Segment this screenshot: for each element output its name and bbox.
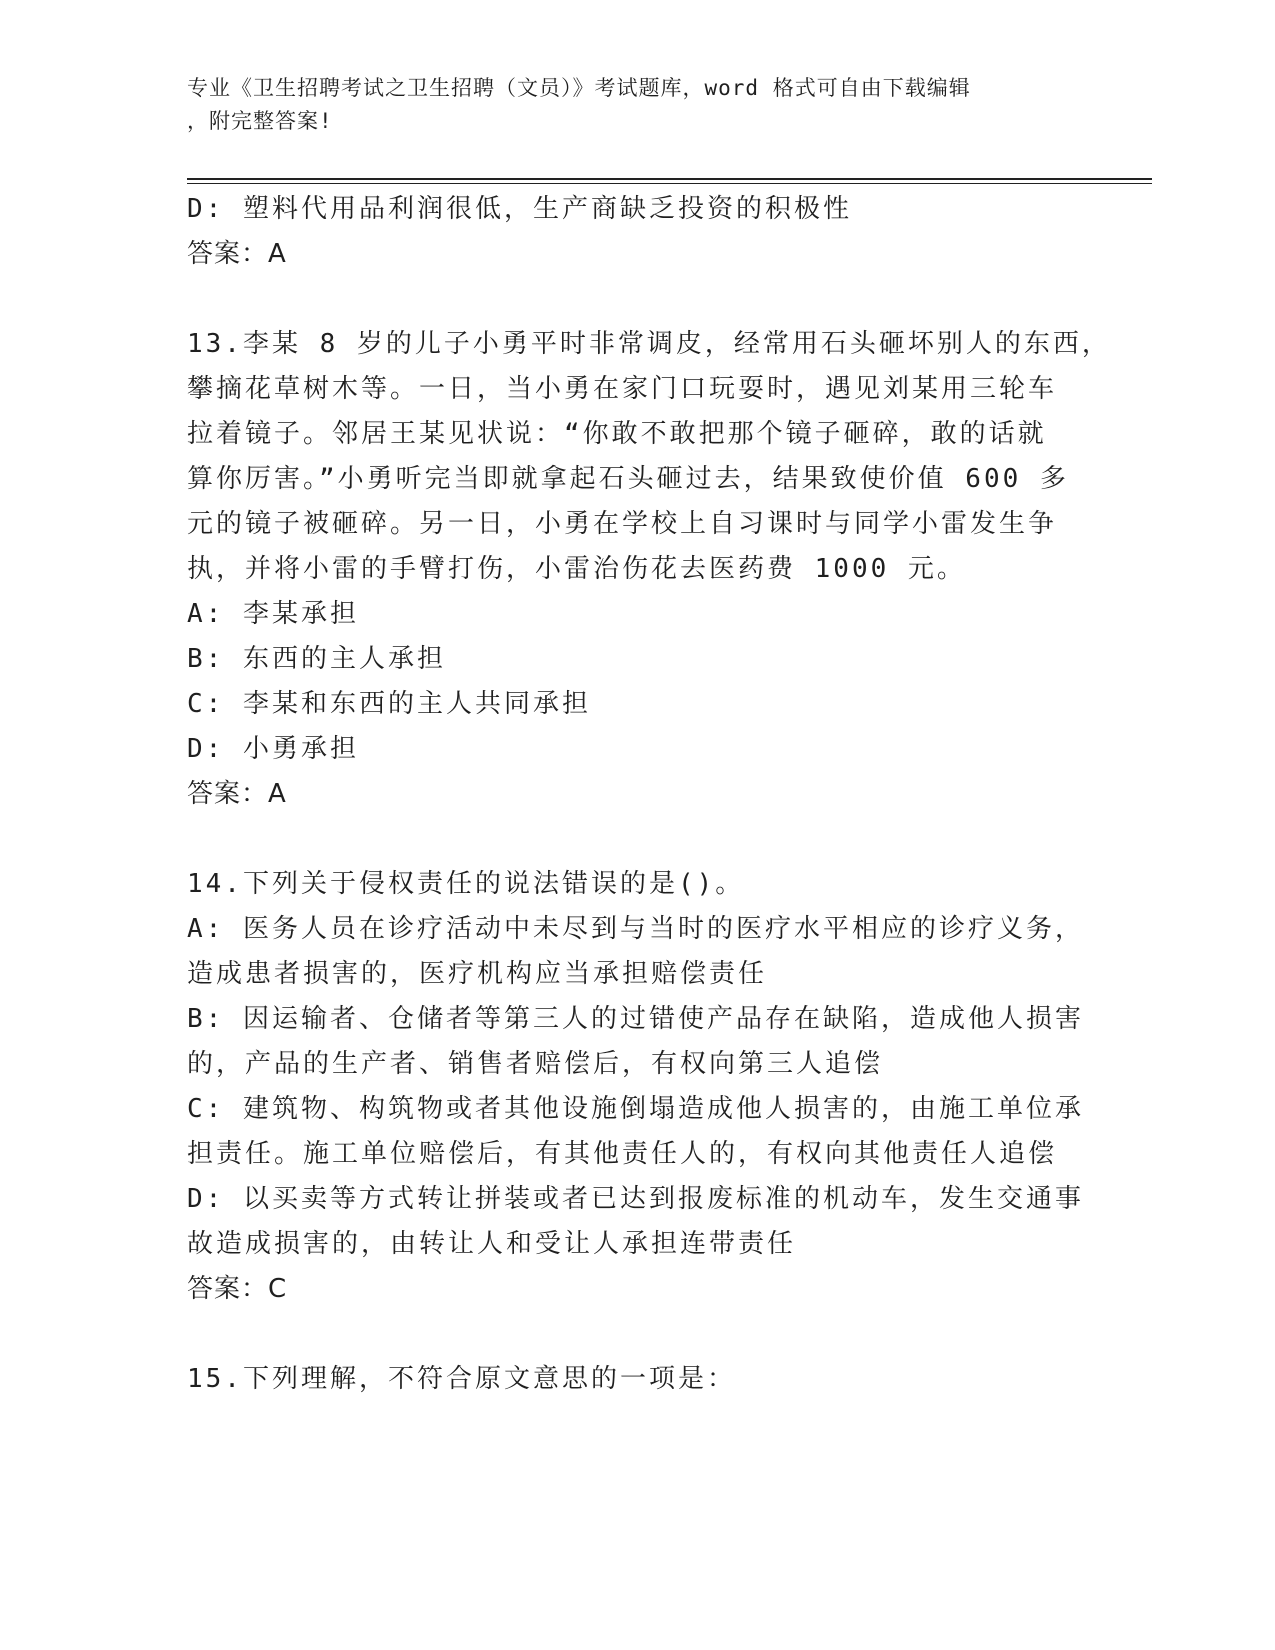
- question-14: [187, 862, 1084, 1312]
- option-b: [187, 997, 1084, 1087]
- stem-line: 13.李某 8 岁的儿子小勇平时非常调皮，经常用石头砸坏别人的东西，: [187, 329, 1111, 359]
- option-line: 造成患者损害的，医疗机构应当承担赔偿责任: [187, 959, 768, 989]
- document-header: [187, 72, 1067, 138]
- answer: 答案：C: [187, 1274, 288, 1304]
- stem-line: 执，并将小雷的手臂打伤，小雷治伤花去医药费 1000 元。: [187, 554, 966, 584]
- header-line-2: ，附完整答案!: [187, 109, 333, 133]
- option-c: [187, 1087, 1084, 1177]
- option-line: D: 以买卖等方式转让拼装或者已达到报废标准的机动车，发生交通事: [187, 1184, 1084, 1214]
- answer: 答案：A: [187, 239, 287, 269]
- spacer: [187, 277, 1067, 322]
- option-line: 的，产品的生产者、销售者赔偿后，有权向第三人追偿: [187, 1049, 884, 1079]
- option-line: B: 因运输者、仓储者等第三人的过错使产品存在缺陷，造成他人损害: [187, 1004, 1084, 1034]
- question-15: [187, 1357, 1067, 1402]
- option-line: 故造成损害的，由转让人和受让人承担连带责任: [187, 1229, 797, 1259]
- question-12: [187, 187, 1067, 277]
- spacer: [187, 1312, 1067, 1357]
- option-b: B: 东西的主人承担: [187, 644, 446, 674]
- spacer: [187, 817, 1067, 862]
- stem-line: 算你厉害。”小勇听完当即就拿起石头砸过去，结果致使价值 600 多: [187, 464, 1069, 494]
- option-a: A: 李某承担: [187, 599, 359, 629]
- option-a: [187, 907, 1084, 997]
- stem-line: 攀摘花草树木等。一日，当小勇在家门口玩耍时，遇见刘某用三轮车: [187, 374, 1058, 404]
- option-line: C: 建筑物、构筑物或者其他设施倒塌造成他人损害的，由施工单位承: [187, 1094, 1084, 1124]
- question-stem: 15.下列理解，不符合原文意思的一项是：: [187, 1364, 736, 1394]
- option-line: A: 医务人员在诊疗活动中未尽到与当时的医疗水平相应的诊疗义务，: [187, 914, 1084, 944]
- option-c: C: 李某和东西的主人共同承担: [187, 689, 591, 719]
- question-stem: 14.下列关于侵权责任的说法错误的是()。: [187, 869, 745, 899]
- header-divider-thin: [187, 183, 1152, 184]
- option-d: D: 塑料代用品利润很低，生产商缺乏投资的积极性: [187, 194, 852, 224]
- header-line-1: 专业《卫生招聘考试之卫生招聘（文员）》考试题库，word 格式可自由下载编辑: [187, 76, 971, 100]
- answer: 答案：A: [187, 779, 287, 809]
- option-d: [187, 1177, 1084, 1267]
- question-13: [187, 322, 1111, 817]
- header-divider: [187, 178, 1152, 180]
- option-line: 担责任。施工单位赔偿后，有其他责任人的，有权向其他责任人追偿: [187, 1139, 1058, 1169]
- stem-line: 元的镜子被砸碎。另一日，小勇在学校上自习课时与同学小雷发生争: [187, 509, 1058, 539]
- stem-line: 拉着镜子。邻居王某见状说：“你敢不敢把那个镜子砸碎，敢的话就: [187, 419, 1047, 449]
- question-list: [187, 187, 1111, 1402]
- question-stem: [187, 322, 1111, 592]
- option-d: D: 小勇承担: [187, 734, 359, 764]
